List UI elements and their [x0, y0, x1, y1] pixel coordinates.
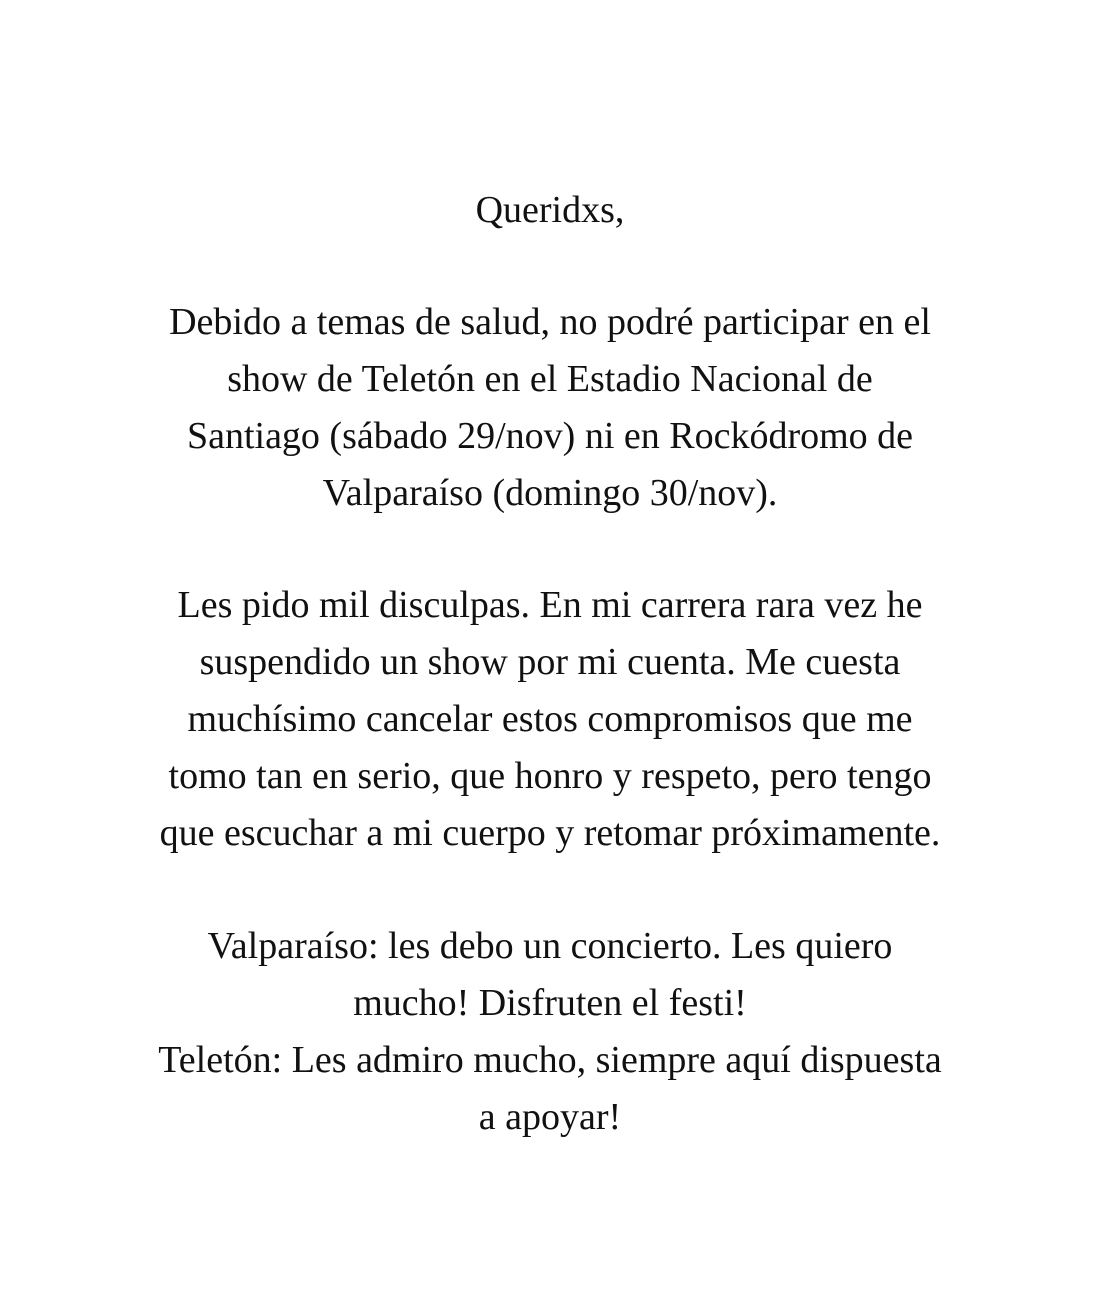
paragraph-line: a apoyar! — [478, 1096, 622, 1138]
paragraph-line: suspendido un show por mi cuenta. Me cuesta — [199, 641, 901, 683]
paragraph-line: Les pido mil disculpas. En mi carrera rara vez he — [177, 584, 923, 626]
paragraph-line: Valparaíso (domingo 30/nov). — [322, 472, 778, 514]
paragraph-line: tomo tan en serio, que honro y respeto, pero tengo — [168, 755, 932, 797]
paragraph-line: Valparaíso: les debo un concierto. Les quiero — [207, 925, 893, 967]
paragraph-line: muchísimo cancelar estos compromisos que me — [187, 698, 913, 740]
greeting: Queridxs, — [475, 189, 625, 231]
paragraph-line: show de Teletón en el Estadio Nacional de — [227, 358, 873, 400]
paragraph-line: Teletón: Les admiro mucho, siempre aquí dispuesta — [158, 1039, 942, 1081]
paragraph-line: Santiago (sábado 29/nov) ni en Rockódromo de — [186, 415, 914, 457]
paragraph-line: mucho! Disfruten el festi! — [353, 982, 747, 1024]
paragraph-line: Debido a temas de salud, no podré participar en el — [169, 301, 931, 343]
paragraph-line: que escuchar a mi cuerpo y retomar próximamente. — [159, 812, 941, 854]
